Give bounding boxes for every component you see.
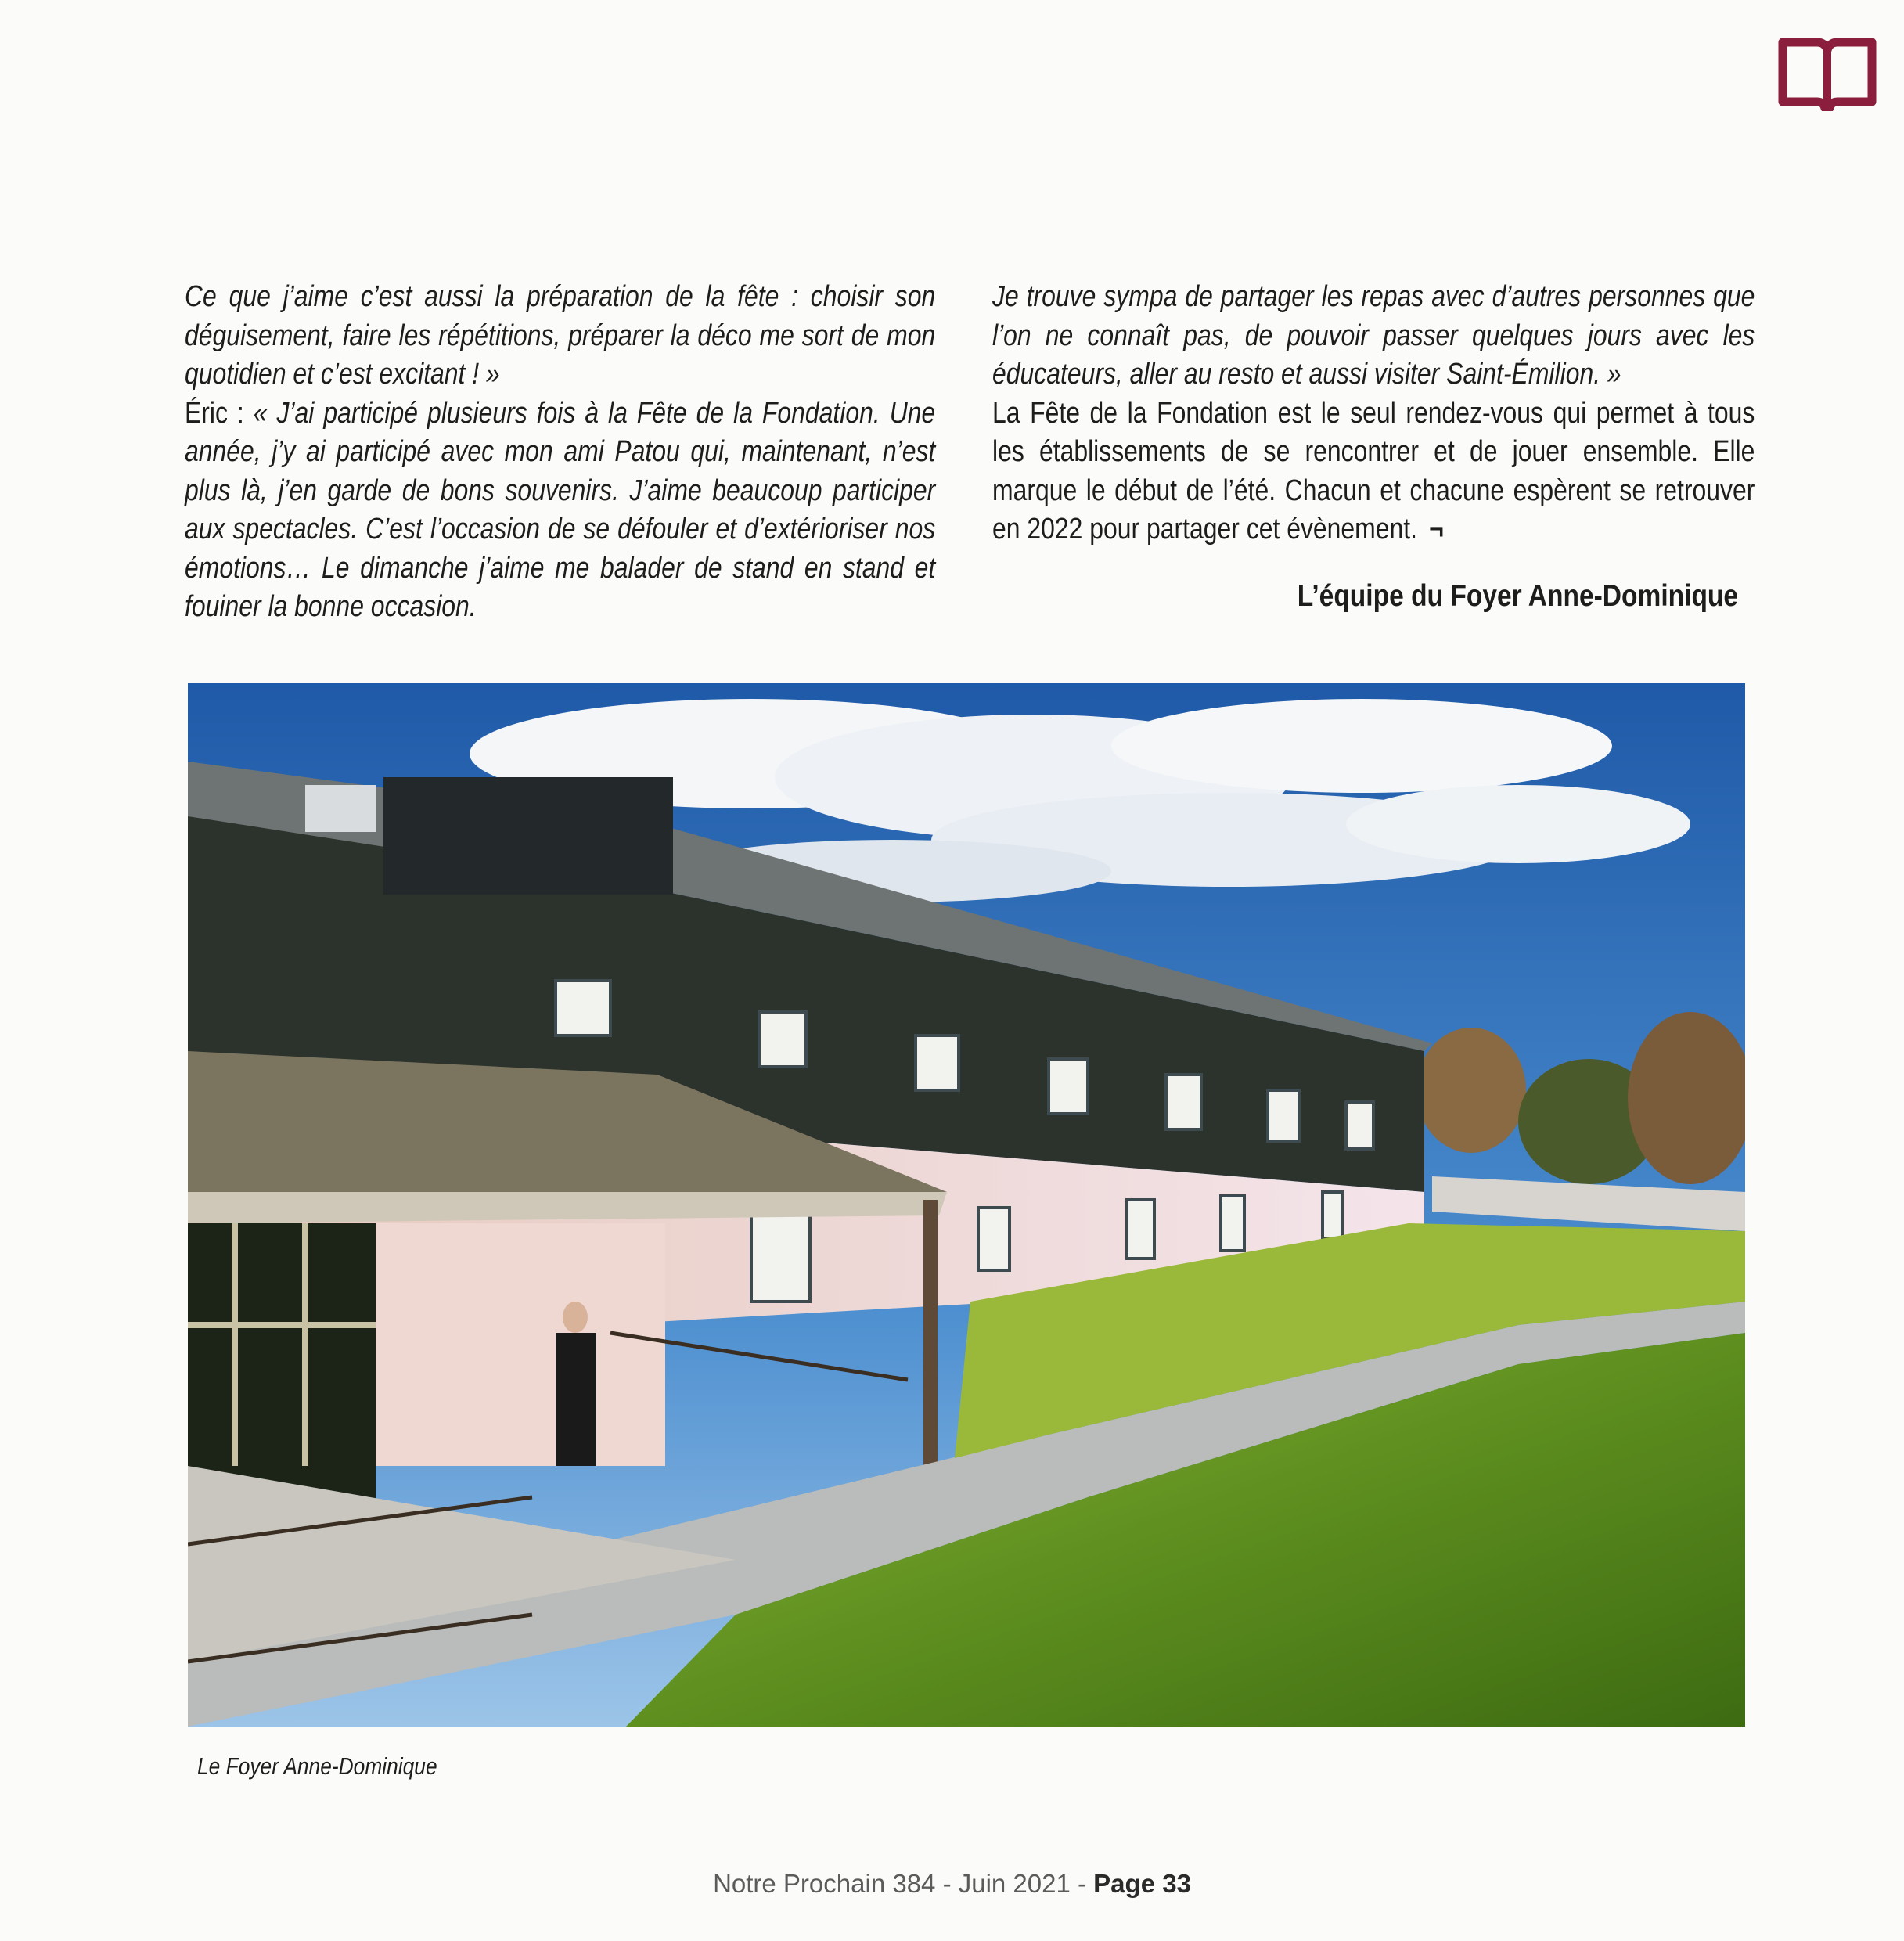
right-paragraph-2 — [992, 394, 1755, 549]
page-footer — [0, 1869, 1904, 1899]
article-signature: L’équipe du Foyer Anne-Dominique — [1297, 579, 1738, 613]
book-icon — [1776, 33, 1878, 111]
eric-quote: « J’ai participé plusieurs fois à la Fête de la Fondation. Une année, j’y ai participé avec mon ami Patou qui, maintenant, n’est plus là, j’en garde de bons souvenirs. J’aime beaucoup participer aux spectacles. C’est l’occasion de se défouler et d’extérioriser nos émotions… Le dimanche j’aime me balader de stand en stand et fouiner la bonne occasion. — [185, 396, 936, 623]
left-paragraph-2 — [185, 394, 935, 627]
right-paragraph-1: Je trouve sympa de partager les repas avec d’autres personnes que l’on ne connaît pas, de pouvoir passer quelques jours avec les éducateurs, aller au resto et aussi visiter Saint-Émilion. » — [992, 280, 1755, 391]
speaker-label: Éric : — [185, 396, 254, 430]
footer-publication: Notre Prochain 384 - Juin 2021 - — [713, 1869, 1094, 1898]
left-paragraph-1: Ce que j’aime c’est aussi la préparation de la fête : choisir son déguisement, faire les répétitions, préparer la déco me sort de mon quotidien et c’est excitant ! » — [185, 280, 936, 391]
end-mark: ¬ — [1429, 513, 1444, 546]
foyer-photo — [188, 683, 1745, 1727]
conclusion-text: La Fête de la Fondation est le seul rendez-vous qui permet à tous les établissements de se rencontrer et de jouer ensemble. Elle marque le début de l’été. Chacun et chacune espèrent se retrouver en 2022 pour partager cet évènement. — [992, 396, 1755, 546]
right-text-column — [992, 278, 1755, 549]
page-number: Page 33 — [1093, 1869, 1191, 1898]
photo-caption: Le Foyer Anne-Dominique — [197, 1752, 437, 1780]
left-text-column — [185, 278, 935, 627]
